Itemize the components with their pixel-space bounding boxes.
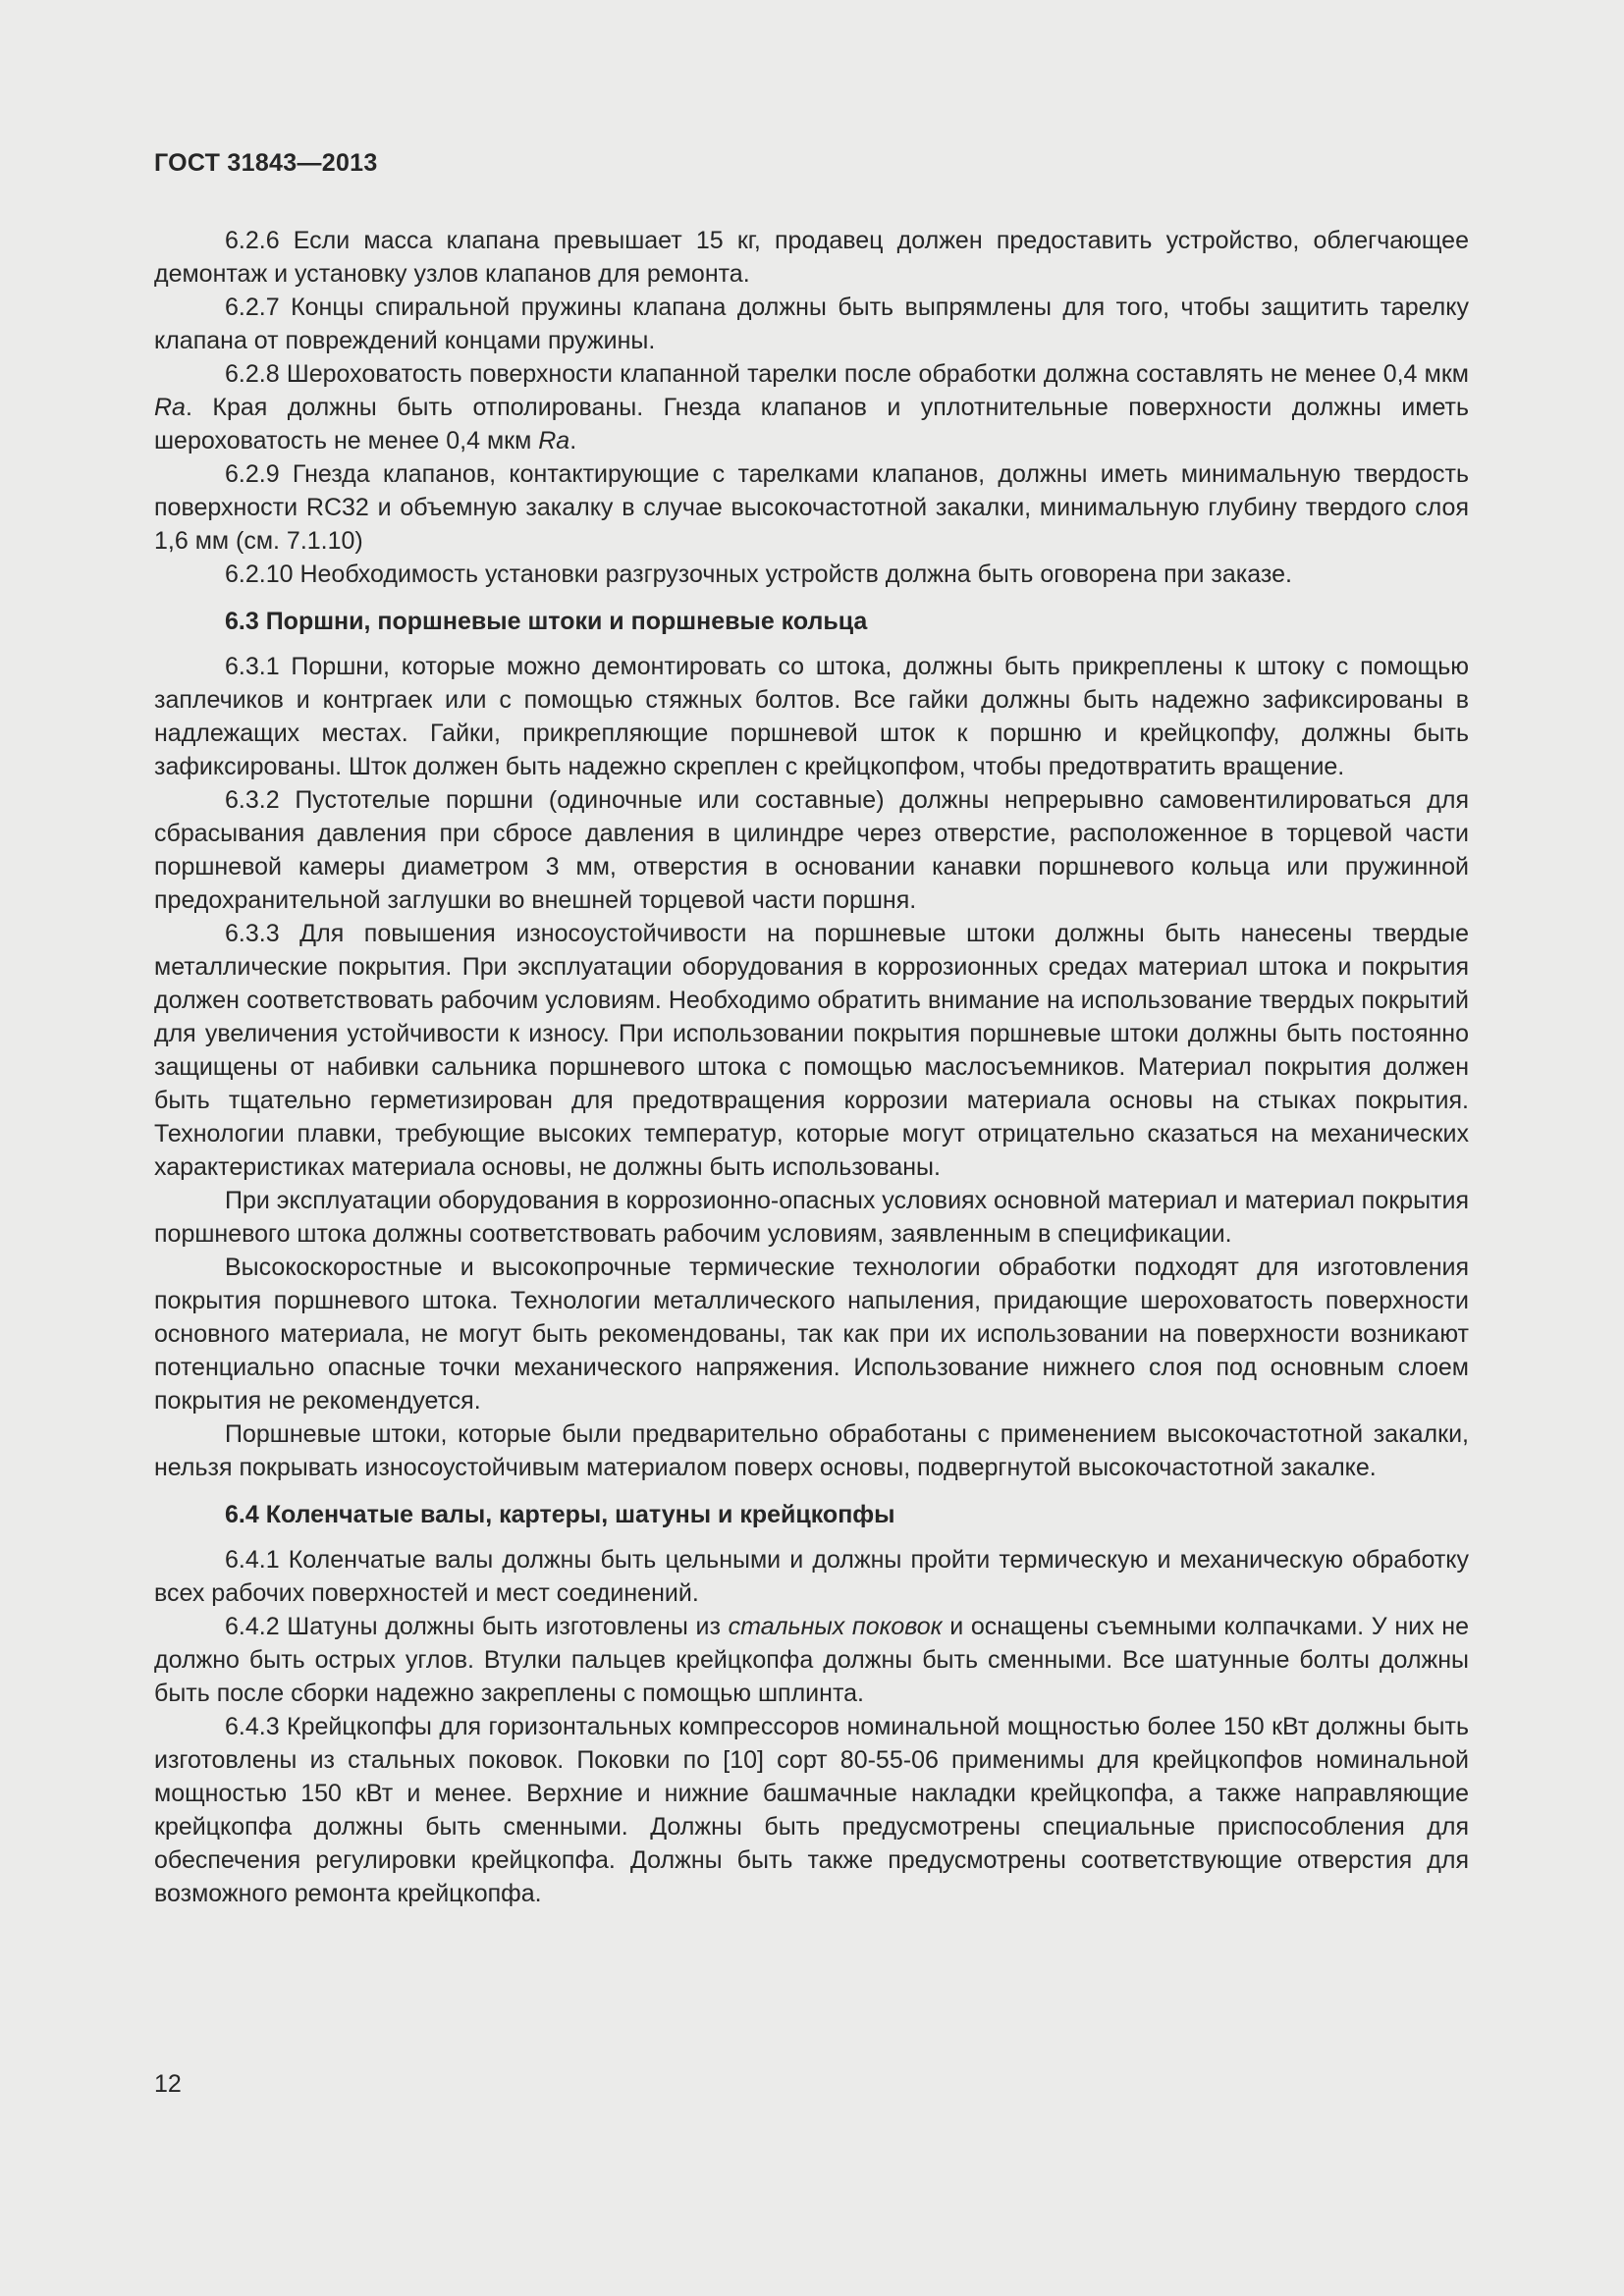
paragraph: 6.2.6 Если масса клапана превышает 15 кг, продавец должен предоставить устройство, облегчающее демонтаж и установку узлов клапанов для ремонта. [154, 227, 1469, 288]
section-heading: 6.4 Коленчатые валы, картеры, шатуны и крейцкопфы [225, 1501, 895, 1528]
paragraph: Высокоскоростные и высокопрочные термические технологии обработки подходят для изготовления покрытия поршневого штока. Технологии металлического напыления, придающие шероховатость поверхности основного материала, не могут быть рекомендованы, так как при их использовании на поверхности возникают потенциально опасные точки механического напряжения. Использование нижнего слоя под основным слоем покрытия не рекомендуется. [154, 1254, 1469, 1415]
page-number: 12 [154, 2070, 182, 2098]
paragraph: 6.4.3 Крейцкопфы для горизонтальных компрессоров номинальной мощностью более 150 кВт должны быть изготовлены из стальных поковок. Поковки по [10] сорт 80-55-06 применимы для крейцкопфов номинальной мощностью 150 кВт и менее. Верхние и нижние башмачные накладки крейцкопфа, а также направляющие крейцкопфа должны быть сменными. Должны быть предусмотрены специальные приспособления для обеспечения регулировки крейцкопфа. Должны быть также предусмотрены соответствующие отверстия для возможного ремонта крейцкопфа. [154, 1713, 1469, 1907]
paragraph: 6.2.8 Шероховатость поверхности клапанной тарелки после обработки должна составлять не менее 0,4 мкм Ra. Края должны быть отполированы. Гнезда клапанов и уплотнительные поверхности должны иметь шероховатость не менее 0,4 мкм Ra. [154, 360, 1469, 454]
paragraph: 6.2.10 Необходимость установки разгрузочных устройств должна быть оговорена при заказе. [225, 561, 1292, 588]
document-body [154, 224, 1469, 1910]
paragraph: 6.2.9 Гнезда клапанов, контактирующие с тарелками клапанов, должны иметь минимальную твердость поверхности RC32 и объемную закалку в случае высокочастотной закалки, минимальную глубину твердого слоя 1,6 мм (см. 7.1.10) [154, 460, 1469, 555]
paragraph: 6.3.2 Пустотелые поршни (одиночные или составные) должны непрерывно самовентилироваться для сбрасывания давления при сбросе давления в цилиндре через отверстие, расположенное в торцевой части поршневой камеры диаметром 3 мм, отверстия в основании канавки поршневого кольца или пружинной предохранительной заглушки во внешней торцевой части поршня. [154, 786, 1469, 914]
paragraph: 6.2.7 Концы спиральной пружины клапана должны быть выпрямлены для того, чтобы защитить тарелку клапана от повреждений концами пружины. [154, 294, 1469, 354]
paragraph: Поршневые штоки, которые были предварительно обработаны с применением высокочастотной закалки, нельзя покрывать износоустойчивым материалом поверх основы, подвергнутой высокочастотной закалке. [154, 1420, 1469, 1481]
paragraph: При эксплуатации оборудования в коррозионно-опасных условиях основной материал и материал покрытия поршневого штока должны соответствовать рабочим условиям, заявленным в спецификации. [154, 1187, 1470, 1248]
section-heading: 6.3 Поршни, поршневые штоки и поршневые кольца [225, 608, 868, 635]
paragraph: 6.3.1 Поршни, которые можно демонтировать со штока, должны быть прикреплены к штоку с помощью заплечиков и контргаек или с помощью стяжных болтов. Все гайки должны быть надежно зафиксированы в надлежащих местах. Гайки, прикрепляющие поршневой шток к поршню и крейцкопфу, должны быть зафиксированы. Шток должен быть надежно скреплен с крейцкопфом, чтобы предотвратить вращение. [154, 653, 1469, 780]
paragraph: 6.4.2 Шатуны должны быть изготовлены из стальных поковок и оснащены съемными колпачками. У них не должно быть острых углов. Втулки пальцев крейцкопфа должны быть сменными. Все шатунные болты должны быть после сборки надежно закреплены с помощью шплинта. [154, 1613, 1469, 1707]
document-header: ГОСТ 31843—2013 [154, 149, 378, 177]
paragraph: 6.3.3 Для повышения износоустойчивости на поршневые штоки должны быть нанесены твердые металлические покрытия. При эксплуатации оборудования в коррозионных средах материал штока и покрытия должен соответствовать рабочим условиям. Необходимо обратить внимание на использование твердых покрытий для увеличения устойчивости к износу. При использовании покрытия поршневые штоки должны быть постоянно защищены от набивки сальника поршневого штока с помощью маслосъемников. Материал покрытия должен быть тщательно герметизирован для предотвращения коррозии материала основы на стыках покрытия. Технологии плавки, требующие высоких температур, которые могут отрицательно сказаться на механических характеристиках материала основы, не должны быть использованы. [154, 920, 1469, 1181]
paragraph: 6.4.1 Коленчатые валы должны быть цельными и должны пройти термическую и механическую обработку всех рабочих поверхностей и мест соединений. [154, 1546, 1469, 1607]
